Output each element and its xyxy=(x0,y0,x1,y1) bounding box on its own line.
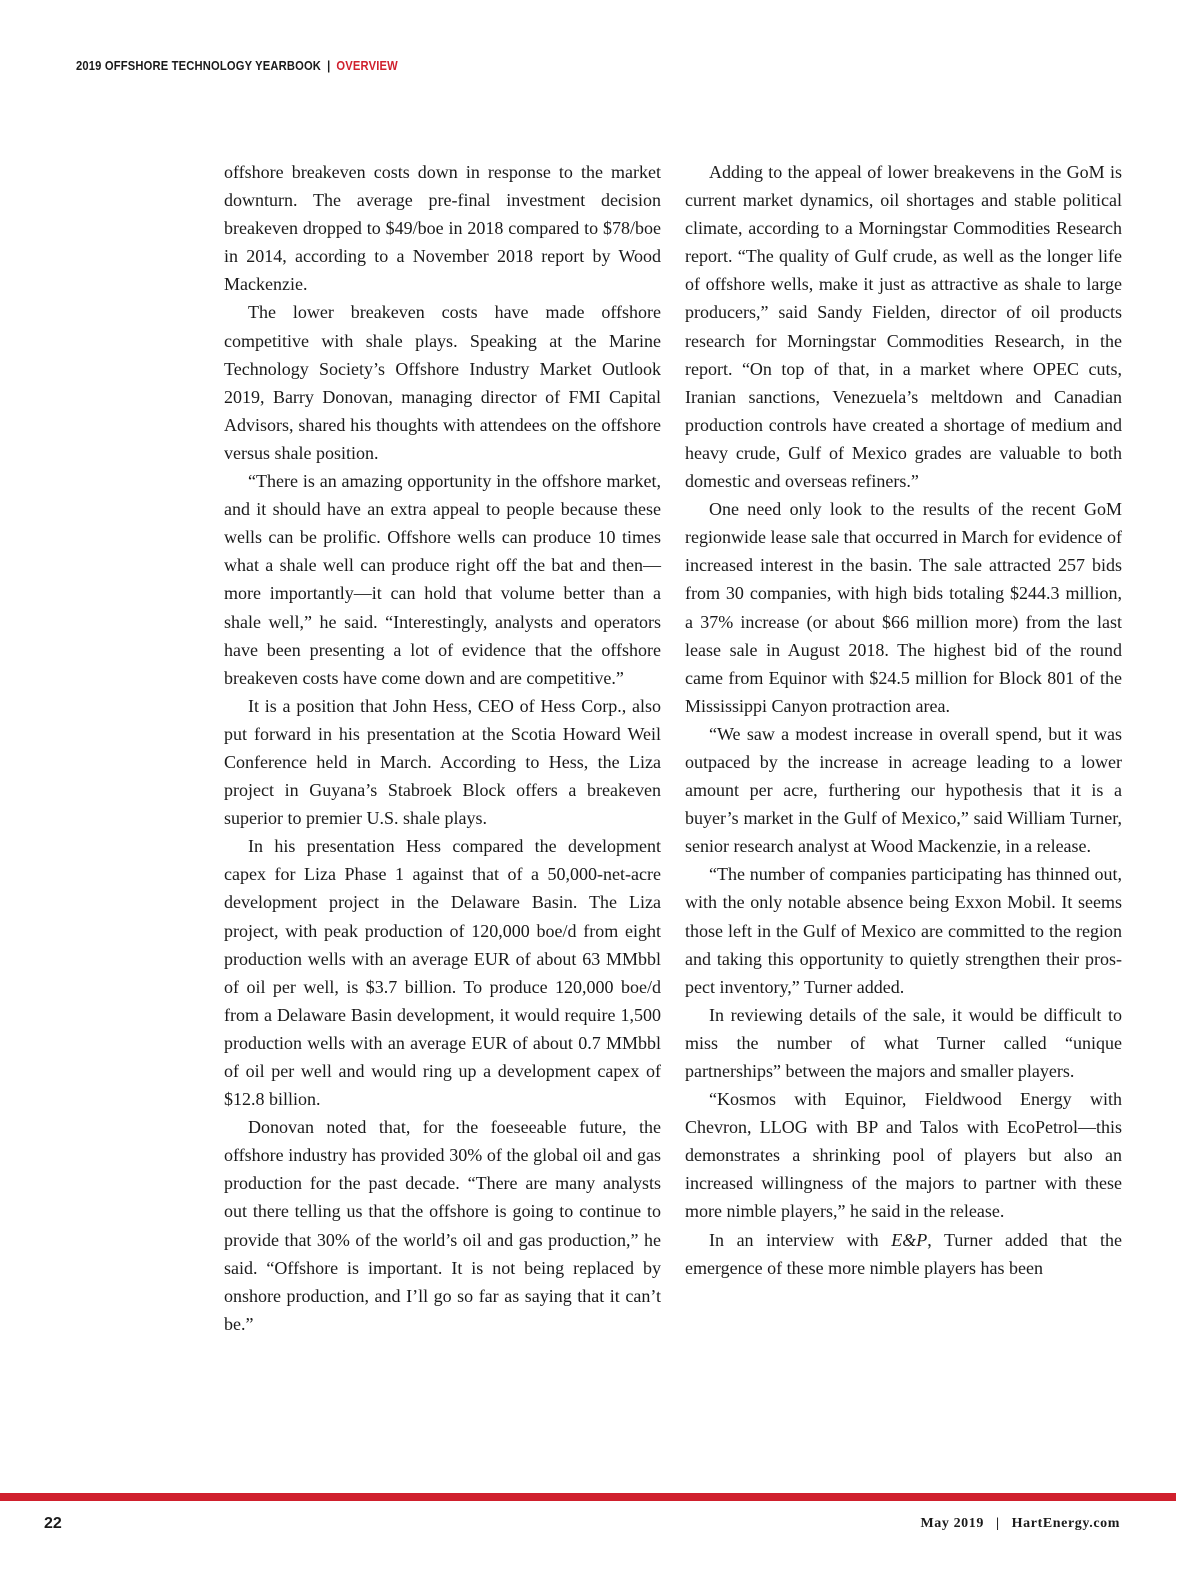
paragraph: In his presentation Hess compared the development capex for Liza Phase 1 against that of a 50,000-net-acre development project in the Delaware Basin. The Liza project, with peak production of 120,000 boe/d from eight production wells with an average EUR of about 63 MMbbl of oil per well, is $3.7 billion. To produce 120,000 boe/d from a Delaware Basin development, it would require 1,500 production wells with an average EUR of about 0.7 MMbbl of oil per well and would ring up a development capex of $12.8 billion. xyxy=(224,836,661,1110)
page-number: 22 xyxy=(44,1515,62,1532)
header-separator: | xyxy=(327,58,331,73)
section-label: OVERVIEW xyxy=(336,58,398,73)
paragraph: “The number of companies participating has thinned out, with the only notable absence being Exxon Mobil. It seems those left in the Gulf of Mexico are committed to the region and taking this opportunity to quietly strengthen their prospect inventory,” Turner added. xyxy=(685,864,1122,997)
paragraph: It is a position that John Hess, CEO of Hess Corp., also put forward in his presentation at the Scotia Howard Weil Conference held in March. According to Hess, the Liza project in Guyana’s Stabroek Block offers a breakeven superior to premier U.S. shale plays. xyxy=(224,695,661,829)
paragraph: offshore breakeven costs down in response to the market downturn. The average pre-final investment decision breakeven dropped to $49/boe in 2018 compared to $78/boe in 2014, according to a November 2018 report by Wood Mackenzie. xyxy=(224,162,661,295)
paragraph: The lower breakeven costs have made offshore competitive with shale plays. Speaking at the Marine Technology Society’s Offshore Industry Market Outlook 2019, Barry Donovan, managing director of FMI Capital Advisors, shared his thoughts with attendees on the offshore versus shale position. xyxy=(224,302,661,463)
footer-rule xyxy=(0,1493,1176,1501)
running-head xyxy=(76,58,398,73)
paragraph: “There is an amazing opportunity in the offshore market, and it should have an extra appeal to people because these wells can be prolific. Offshore wells can produce 10 times what a shale well can produce right off the bat and then—more importantly—it can hold that volume better than a shale well,” he said. “Interestingly, analysts and operators have been presenting a lot of evidence that the offshore breakeven costs have come down and are competitive.” xyxy=(224,471,661,688)
paragraph: Donovan noted that, for the foeseeable future, the offshore industry has provided 30% of the global oil and gas production for the past decade. “There are many analysts out there telling us that the offshore is going to continue to provide that 30% of the world’s oil and gas production,” he said. “Offshore is important. It is not being replaced by onshore production, and I’ll go so far as saying that it can’t be.” xyxy=(224,1117,661,1334)
paragraph-text: , Turner added that the emergence of these more nimble players has been xyxy=(685,1229,1122,1278)
footer-info xyxy=(920,1516,1120,1532)
paragraph: Adding to the appeal of lower breakevens in the GoM is current market dynamics, oil shortages and stable political climate, according to a Morningstar Commodities Research report. “The quality of Gulf crude, as well as the longer life of offshore wells, make it just as attractive as shale to large producers,” said Sandy Fielden, director of oil products research for Morningstar Commodities Research, in the report. “On top of that, in a market where OPEC cuts, Iranian sanctions, Venezuela’s meltdown and Canadian production controls have created a shortage of medium and heavy crude, Gulf of Mexico grades are valuable to both domestic and overseas refiners.” xyxy=(685,162,1122,492)
footer-separator: | xyxy=(995,1516,1000,1531)
publication-name: E&P xyxy=(891,1229,928,1250)
paragraph-text: In an interview with xyxy=(709,1229,892,1250)
paragraph: “Kosmos with Equinor, Fieldwood Energy with Chevron, LLOG with BP and Talos with EcoPetrol—this demonstrates a shrinking pool of players but also an increased willingness of the majors to partner with these more nimble players,” he said in the release. xyxy=(685,1089,1122,1222)
article-column-right xyxy=(685,158,1122,1282)
article-column-left xyxy=(224,158,661,1338)
website: HartEnergy.com xyxy=(1011,1516,1120,1531)
paragraph: “We saw a modest increase in overall spend, but it was outpaced by the increase in acreage leading to a lower amount per acre, furthering our hypothesis that it is a buyer’s market in the Gulf of Mexico,” said William Turner, senior research analyst at Wood Mackenzie, in a release. xyxy=(685,723,1122,857)
paragraph xyxy=(685,1226,1122,1282)
paragraph: One need only look to the results of the recent GoM regionwide lease sale that occurred in March for evidence of increased interest in the basin. The sale attracted 257 bids from 30 companies, with high bids totaling $244.3 million, a 37% increase (or about $66 million more) from the last lease sale in August 2018. The highest bid of the round came from Equinor with $24.5 million for Block 801 of the Mississippi Canyon protraction area. xyxy=(685,499,1122,716)
publication-title: 2019 OFFSHORE TECHNOLOGY YEARBOOK xyxy=(76,58,322,73)
paragraph: In reviewing details of the sale, it would be difficult to miss the number of what Turner called “unique partnerships” between the majors and smaller players. xyxy=(685,1004,1122,1081)
issue-date: May 2019 xyxy=(920,1516,984,1531)
